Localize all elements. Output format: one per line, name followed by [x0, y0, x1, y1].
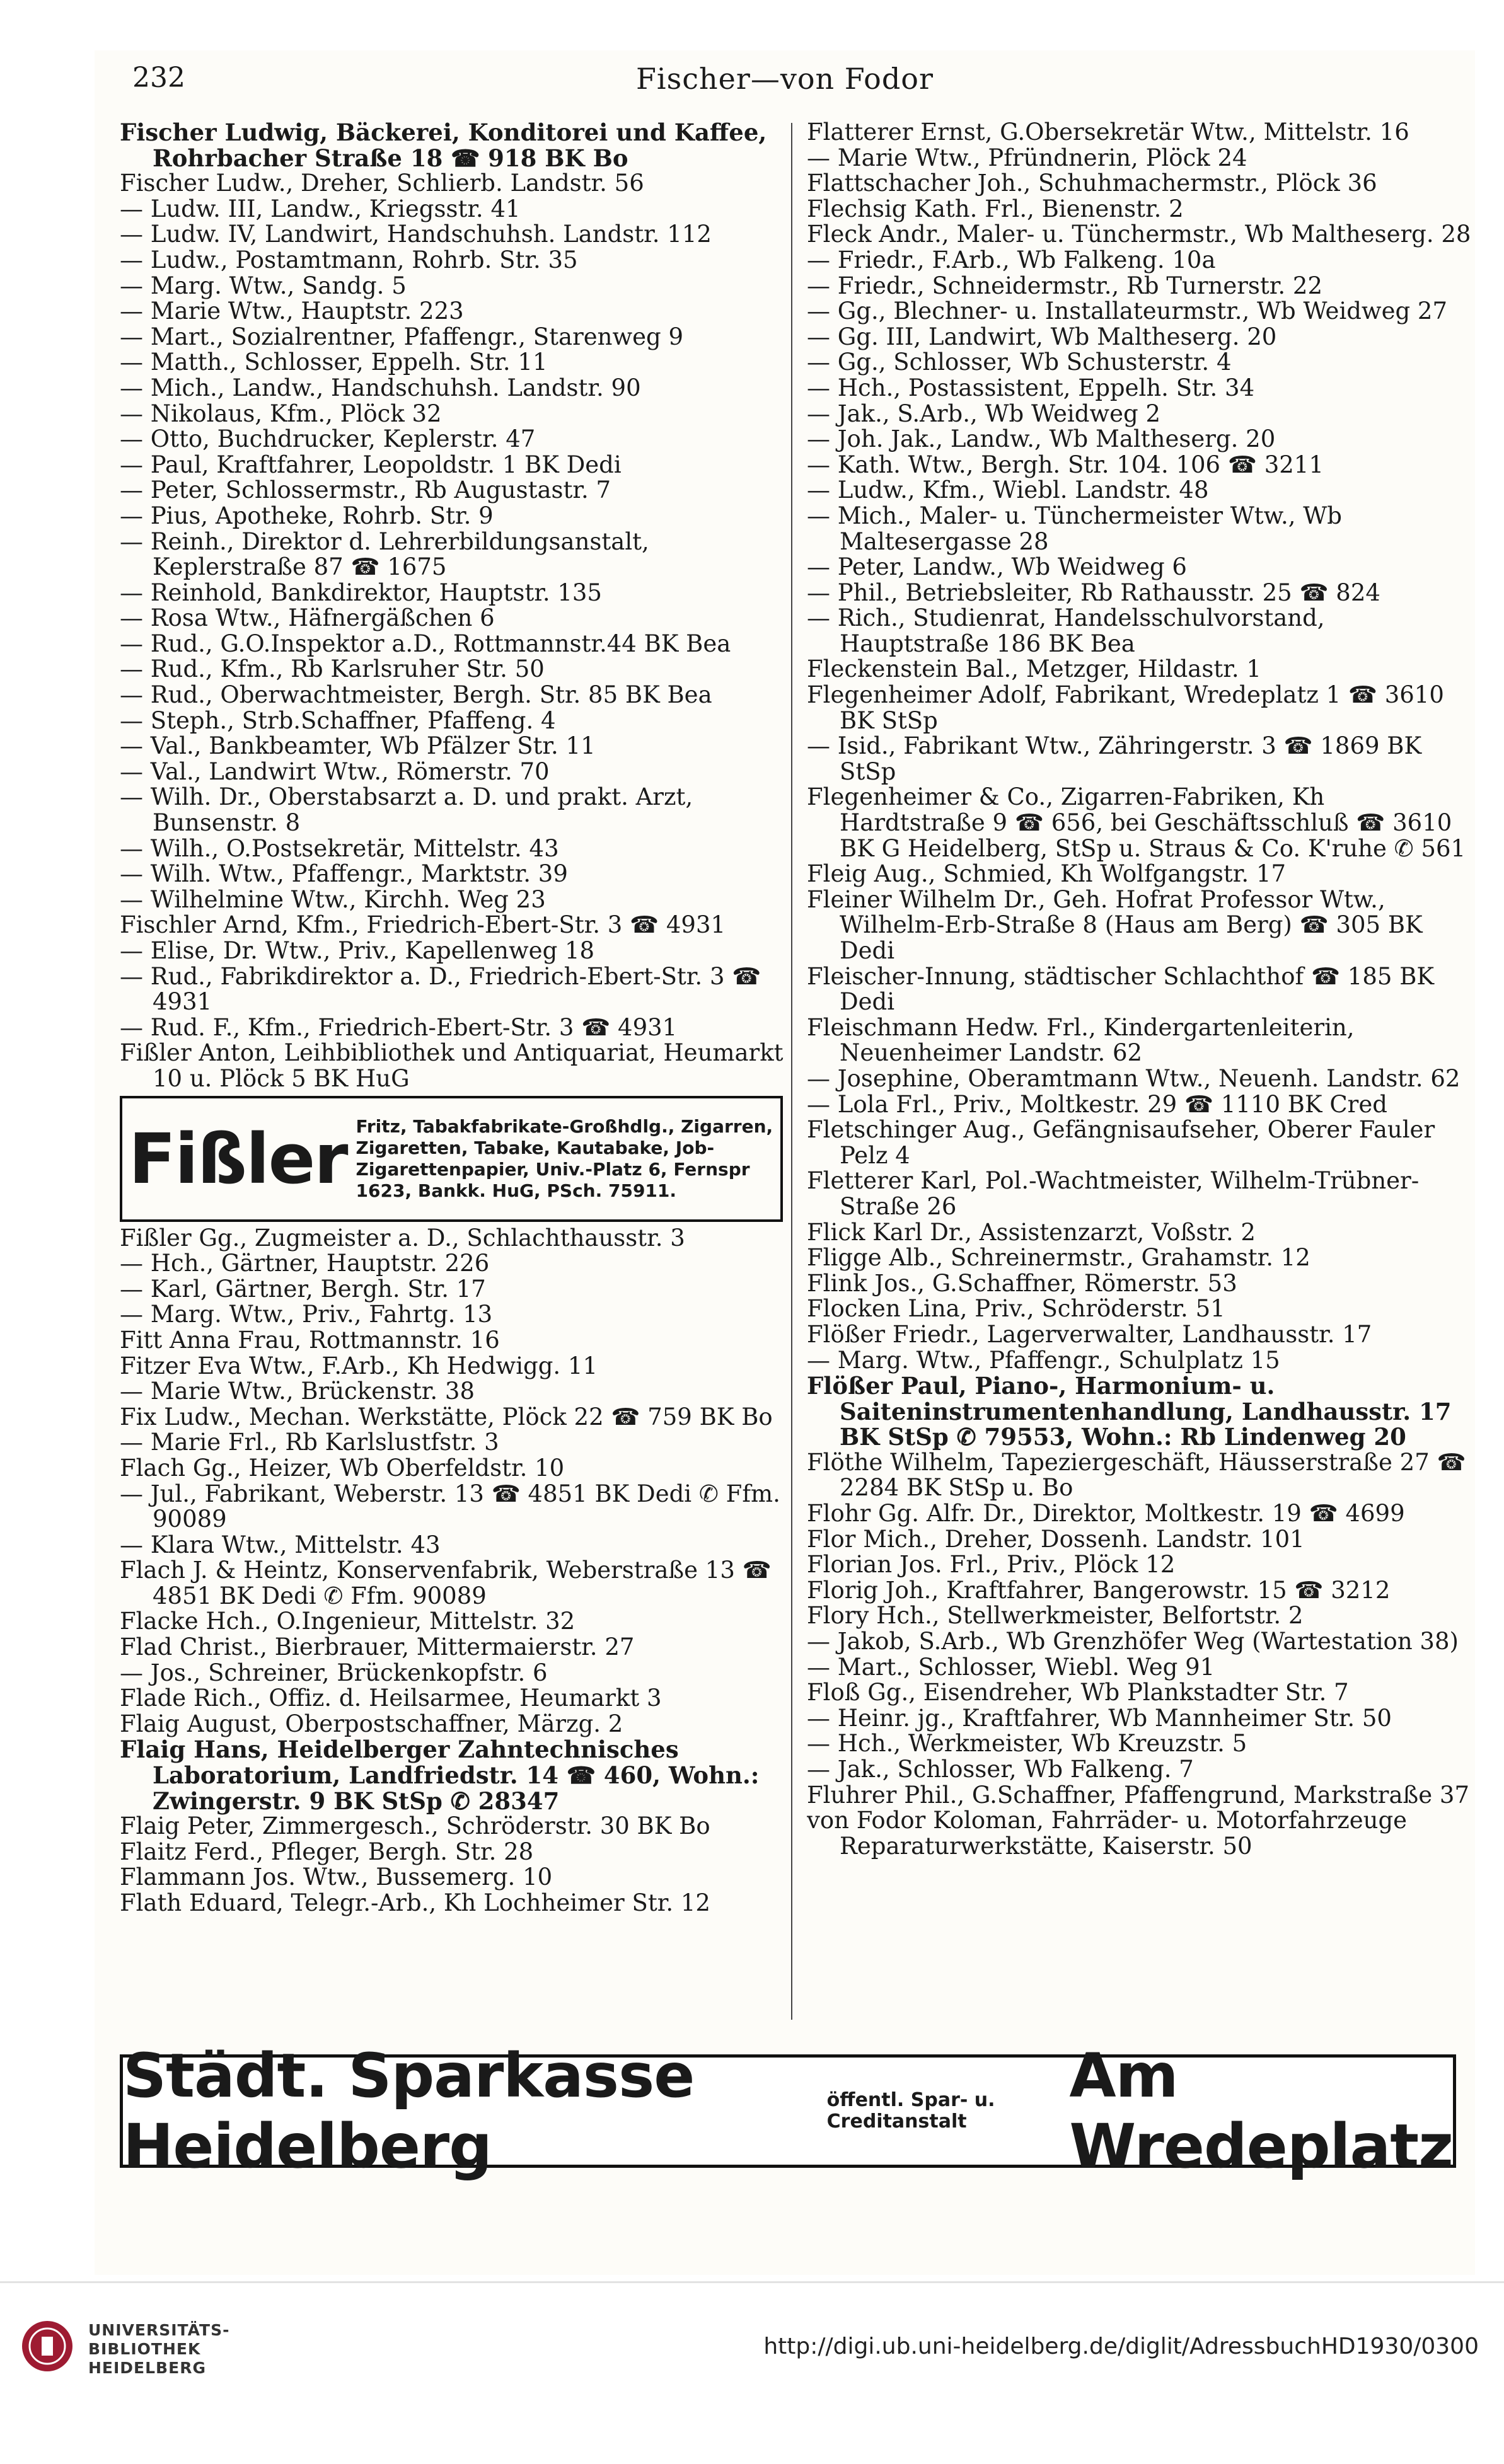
directory-entry: — Heinr. jg., Kraftfahrer, Wb Mannheimer Str. 50 — [807, 1704, 1392, 1732]
directory-entry: Flaig Peter, Zimmergesch., Schröderstr. 30 BK Bo — [120, 1812, 710, 1840]
directory-entry: — Ludw., Kfm., Wiebl. Landstr. 48 — [807, 476, 1209, 504]
column-divider — [791, 123, 792, 2020]
directory-entry: Fischer Ludwig, Bäckerei, Konditorei und Kaffee, Rohrbacher Straße 18 ☎ 918 BK Bo — [120, 120, 767, 172]
viewer-footer — [0, 2281, 1504, 2464]
page-header — [95, 50, 1475, 107]
directory-entry: — Elise, Dr. Wtw., Priv., Kapellenweg 18 — [120, 937, 595, 964]
directory-entry: — Hch., Werkmeister, Wb Kreuzstr. 5 — [807, 1730, 1247, 1758]
page-number: 232 — [132, 62, 185, 94]
directory-entry: — Nikolaus, Kfm., Plöck 32 — [120, 400, 442, 427]
directory-entry: Fleischmann Hedw. Frl., Kindergartenleiterin, Neuenheimer Landstr. 62 — [807, 1013, 1355, 1067]
directory-entry: — Rud. F., Kfm., Friedrich-Ebert-Str. 3 ☎ 4931 — [120, 1013, 678, 1041]
directory-entry: — Mart., Sozialrentner, Pfaffengr., Starenweg 9 — [120, 323, 684, 350]
directory-entry: — Marie Wtw., Brückenstr. 38 — [120, 1378, 475, 1405]
directory-entry: — Marie Wtw., Hauptstr. 223 — [120, 297, 464, 325]
directory-entry: — Wilh. Dr., Oberstabsarzt a. D. und prakt. Arzt, Bunsenstr. 8 — [120, 783, 693, 837]
directory-entry: — Wilh. Wtw., Pfaffengr., Marktstr. 39 — [120, 860, 568, 888]
directory-entry: Fitzer Eva Wtw., F.Arb., Kh Hedwigg. 11 — [120, 1352, 598, 1379]
directory-entry: — Rud., G.O.Inspektor a.D., Rottmannstr.44 BK Bea — [120, 630, 731, 657]
directory-entry: — Kath. Wtw., Bergh. Str. 104. 106 ☎ 3211 — [807, 451, 1324, 478]
sparkasse-banner — [120, 2041, 1456, 2182]
directory-entry: — Rosa Wtw., Häfnergäßchen 6 — [120, 604, 495, 632]
directory-entry: — Phil., Betriebsleiter, Rb Rathausstr. 25 ☎ 824 — [807, 579, 1380, 606]
directory-entry: — Reinh., Direktor d. Lehrerbildungsanstalt, Keplerstraße 87 ☎ 1675 — [120, 527, 649, 581]
directory-entry: Flaitz Ferd., Pfleger, Bergh. Str. 28 — [120, 1838, 534, 1865]
directory-entry: Flammann Jos. Wtw., Bussemerg. 10 — [120, 1863, 553, 1891]
directory-entry: Flick Karl Dr., Assistenzarzt, Voßstr. 2 — [807, 1218, 1256, 1246]
directory-entry: — Val., Landwirt Wtw., Römerstr. 70 — [120, 757, 550, 785]
directory-entry: — Wilhelmine Wtw., Kirchh. Weg 23 — [120, 885, 546, 913]
directory-entry: — Mich., Maler- u. Tünchermeister Wtw., Wb Maltesergasse 28 — [807, 502, 1342, 555]
directory-entry: — Karl, Gärtner, Bergh. Str. 17 — [120, 1275, 486, 1303]
directory-entry: — Wilh., O.Postsekretär, Mittelstr. 43 — [120, 834, 559, 862]
directory-entry: — Marie Frl., Rb Karlslustfstr. 3 — [120, 1429, 499, 1456]
directory-entry: — Gg., Schlosser, Wb Schusterstr. 4 — [807, 348, 1232, 376]
directory-entry: — Gg. III, Landwirt, Wb Maltheserg. 20 — [807, 323, 1277, 350]
left-column — [120, 120, 788, 2023]
directory-entry: — Rud., Fabrikdirektor a. D., Friedrich-Ebert-Str. 3 ☎ 4931 — [120, 962, 761, 1016]
directory-entry: — Ludw. III, Landw., Kriegsstr. 41 — [120, 195, 521, 222]
directory-entry: — Paul, Kraftfahrer, Leopoldstr. 1 BK Dedi — [120, 451, 622, 478]
book-page — [95, 50, 1475, 2275]
directory-entry: — Peter, Schlossermstr., Rb Augustastr. 7 — [120, 476, 611, 504]
directory-entry: — Friedr., Schneidermstr., Rb Turnerstr. 22 — [807, 272, 1323, 299]
advertisement-box — [120, 1096, 783, 1222]
banner-tail: Am Wredeplatz — [1069, 2041, 1453, 2182]
directory-entry: Flaig Hans, Heidelberger Zahntechnisches Laboratorium, Landfriedstr. 14 ☎ 460, Wohn.: Zwingerstr. 9 BK StSp ✆ 28347 — [120, 1736, 760, 1815]
directory-entry: — Marg. Wtw., Sandg. 5 — [120, 272, 407, 299]
directory-entry: Flaig August, Oberpostschaffner, Märzg. 2 — [120, 1710, 623, 1737]
right-column — [807, 120, 1475, 2023]
directory-entry: Fleiner Wilhelm Dr., Geh. Hofrat Professor Wtw., Wilhelm-Erb-Straße 8 (Haus am Berg) ☎ 305 BK Dedi — [807, 885, 1423, 964]
directory-entry: Flocken Lina, Priv., Schröderstr. 51 — [807, 1295, 1225, 1323]
directory-entry: Fletschinger Aug., Gefängnisaufseher, Oberer Fauler Pelz 4 — [807, 1116, 1435, 1169]
directory-entry: — Otto, Buchdrucker, Keplerstr. 47 — [120, 425, 536, 453]
directory-entry: Fischer Ludw., Dreher, Schlierb. Landstr. 56 — [120, 170, 644, 197]
directory-entry: Fleig Aug., Schmied, Kh Wolfgangstr. 17 — [807, 860, 1287, 888]
directory-entry: — Marg. Wtw., Priv., Fahrtg. 13 — [120, 1301, 493, 1328]
directory-entry: Flattschacher Joh., Schuhmachermstr., Plöck 36 — [807, 170, 1377, 197]
directory-entry: — Reinhold, Bankdirektor, Hauptstr. 135 — [120, 579, 602, 606]
directory-entry: — Mart., Schlosser, Wiebl. Weg 91 — [807, 1653, 1215, 1681]
directory-entry: — Klara Wtw., Mittelstr. 43 — [120, 1531, 441, 1558]
directory-entry: — Steph., Strb.Schaffner, Pfaffeng. 4 — [120, 706, 556, 734]
directory-entry: Flath Eduard, Telegr.-Arb., Kh Lochheimer Str. 12 — [120, 1889, 710, 1916]
directory-entry: Fißler Gg., Zugmeister a. D., Schlachthausstr. 3 — [120, 1224, 685, 1252]
directory-entry: Flad Christ., Bierbrauer, Mittermaierstr. 27 — [120, 1633, 635, 1661]
directory-entry: Fluhrer Phil., G.Schaffner, Pfaffengrund, Markstraße 37 — [807, 1781, 1469, 1809]
directory-entry: — Jos., Schreiner, Brückenkopfstr. 6 — [120, 1659, 548, 1686]
permalink-url[interactable]: http://digi.ub.uni-heidelberg.de/diglit/AdressbuchHD1930/0300 — [763, 2334, 1479, 2359]
directory-entry: — Matth., Schlosser, Eppelh. Str. 11 — [120, 348, 548, 376]
directory-entry: Flößer Friedr., Lagerverwalter, Landhausstr. 17 — [807, 1320, 1372, 1348]
university-seal-icon — [19, 2318, 76, 2375]
directory-entry: — Lola Frl., Priv., Moltkestr. 29 ☎ 1110 BK Cred — [807, 1090, 1387, 1118]
directory-entry: Fleischer-Innung, städtischer Schlachthof ☎ 185 BK Dedi — [807, 962, 1435, 1016]
directory-entry: Flößer Paul, Piano-, Harmonium- u. Saiteninstrumentenhandlung, Landhausstr. 17 BK StSp ✆ 79553, Wohn.: Rb Lindenweg 20 — [807, 1372, 1452, 1451]
directory-entry: — Josephine, Oberamtmann Wtw., Neuenh. Landstr. 62 — [807, 1064, 1461, 1092]
banner-small: öffentl. Spar- u. Creditanstalt — [826, 2089, 995, 2133]
directory-entry: — Pius, Apotheke, Rohrb. Str. 9 — [120, 502, 494, 529]
directory-entry: — Ludw. IV, Landwirt, Handschuhsh. Landstr. 112 — [120, 221, 712, 248]
directory-entry: — Friedr., F.Arb., Wb Falkeng. 10a — [807, 246, 1216, 273]
directory-entry: Flohr Gg. Alfr. Dr., Direktor, Moltkestr. 19 ☎ 4699 — [807, 1500, 1405, 1528]
directory-entry: — Isid., Fabrikant Wtw., Zähringerstr. 3 ☎ 1869 BK StSp — [807, 732, 1422, 785]
directory-entry: — Marie Wtw., Pfründnerin, Plöck 24 — [807, 144, 1247, 171]
directory-entry: — Marg. Wtw., Pfaffengr., Schulplatz 15 — [807, 1346, 1280, 1374]
directory-entry: — Jul., Fabrikant, Weberstr. 13 ☎ 4851 BK Dedi ✆ Ffm. 90089 — [120, 1480, 780, 1533]
ad-details: Fritz, Tabakfabrikate-Großhdlg., Zigarren, Zigaretten, Tabake, Kautabake, Job-Zigarettenpapier, Univ.-Platz 6, Fernspr 1623, Bankk. HuG, PSch. 75911. — [356, 1115, 773, 1201]
directory-entry: — Peter, Landw., Wb Weidweg 6 — [807, 553, 1187, 581]
directory-entry: — Val., Bankbeamter, Wb Pfälzer Str. 11 — [120, 732, 596, 760]
directory-entry: Fleck Andr., Maler- u. Tünchermstr., Wb Maltheserg. 28 — [807, 221, 1471, 248]
directory-entry: — Gg., Blechner- u. Installateurmstr., Wb Weidweg 27 — [807, 297, 1448, 325]
directory-entry: — Mich., Landw., Handschuhsh. Landstr. 90 — [120, 374, 641, 401]
running-head: Fischer—von Fodor — [636, 62, 934, 96]
directory-entry: — Rud., Kfm., Rb Karlsruher Str. 50 — [120, 655, 545, 683]
directory-entry: Fleckenstein Bal., Metzger, Hildastr. 1 — [807, 655, 1261, 683]
directory-entry: — Jakob, S.Arb., Wb Grenzhöfer Weg (Wartestation 38) — [807, 1628, 1459, 1655]
directory-entry: — Rud., Oberwachtmeister, Bergh. Str. 85 BK Bea — [120, 681, 712, 709]
directory-entry: Flor Mich., Dreher, Dossenh. Landstr. 101 — [807, 1525, 1305, 1553]
banner-main: Städt. Sparkasse Heidelberg — [123, 2041, 695, 2182]
directory-entry: Florian Jos. Frl., Priv., Plöck 12 — [807, 1551, 1176, 1579]
directory-entry: — Hch., Postassistent, Eppelh. Str. 34 — [807, 374, 1255, 401]
directory-entry: — Joh. Jak., Landw., Wb Maltheserg. 20 — [807, 425, 1276, 453]
directory-entry: — Rich., Studienrat, Handelsschulvorstand, Hauptstraße 186 BK Bea — [807, 604, 1325, 657]
directory-entry: Flacke Hch., O.Ingenieur, Mittelstr. 32 — [120, 1608, 576, 1635]
directory-entry: Flöthe Wilhelm, Tapeziergeschäft, Häusserstraße 27 ☎ 2284 BK StSp u. Bo — [807, 1448, 1466, 1502]
directory-entry: Floß Gg., Eisendreher, Wb Plankstadter Str. 7 — [807, 1679, 1349, 1707]
directory-entry: Flade Rich., Offiz. d. Heilsarmee, Heumarkt 3 — [120, 1684, 662, 1712]
directory-entry: — Hch., Gärtner, Hauptstr. 226 — [120, 1250, 490, 1277]
directory-entry: Flink Jos., G.Schaffner, Römerstr. 53 — [807, 1269, 1237, 1297]
directory-entry: Flatterer Ernst, G.Obersekretär Wtw., Mittelstr. 16 — [807, 120, 1409, 146]
directory-entry: Flegenheimer & Co., Zigarren-Fabriken, Kh Hardtstraße 9 ☎ 656, bei Geschäftsschluß ☎ 3610 BK G Heidelberg, StSp u. Straus & Co. K'ruhe ✆ 561 — [807, 783, 1466, 862]
library-name: UNIVERSITÄTS- BIBLIOTHEK HEIDELBERG — [88, 2321, 230, 2377]
directory-entry: Fißler Anton, Leihbibliothek und Antiquariat, Heumarkt 10 u. Plöck 5 BK HuG — [120, 1039, 784, 1092]
directory-entry: Fligge Alb., Schreinermstr., Grahamstr. 12 — [807, 1244, 1310, 1272]
directory-entry: Flechsig Kath. Frl., Bienenstr. 2 — [807, 195, 1184, 222]
directory-entry: Florig Joh., Kraftfahrer, Bangerowstr. 15 ☎ 3212 — [807, 1576, 1391, 1604]
directory-entry: — Jak., S.Arb., Wb Weidweg 2 — [807, 400, 1160, 427]
ad-name: Fißler — [129, 1118, 347, 1199]
directory-entry: Flach J. & Heintz, Konservenfabrik, Weberstraße 13 ☎ 4851 BK Dedi ✆ Ffm. 90089 — [120, 1557, 772, 1609]
directory-entry: — Jak., Schlosser, Wb Falkeng. 7 — [807, 1756, 1194, 1783]
directory-entry: — Ludw., Postamtmann, Rohrb. Str. 35 — [120, 246, 578, 273]
directory-entry: Fitt Anna Frau, Rottmannstr. 16 — [120, 1326, 500, 1354]
directory-entry: Flegenheimer Adolf, Fabrikant, Wredeplatz 1 ☎ 3610 BK StSp — [807, 681, 1444, 734]
directory-entry: Fletterer Karl, Pol.-Wachtmeister, Wilhelm-Trübner-Straße 26 — [807, 1167, 1420, 1220]
directory-entry: Flory Hch., Stellwerkmeister, Belfortstr. 2 — [807, 1602, 1304, 1630]
directory-entry: Fischler Arnd, Kfm., Friedrich-Ebert-Str. 3 ☎ 4931 — [120, 911, 726, 939]
directory-entry: Fix Ludw., Mechan. Werkstätte, Plöck 22 ☎ 759 BK Bo — [120, 1403, 773, 1431]
directory-entry: Flach Gg., Heizer, Wb Oberfeldstr. 10 — [120, 1454, 565, 1482]
directory-entry: von Fodor Koloman, Fahrräder- u. Motorfahrzeuge Reparaturwerkstätte, Kaiserstr. 50 — [807, 1807, 1408, 1860]
